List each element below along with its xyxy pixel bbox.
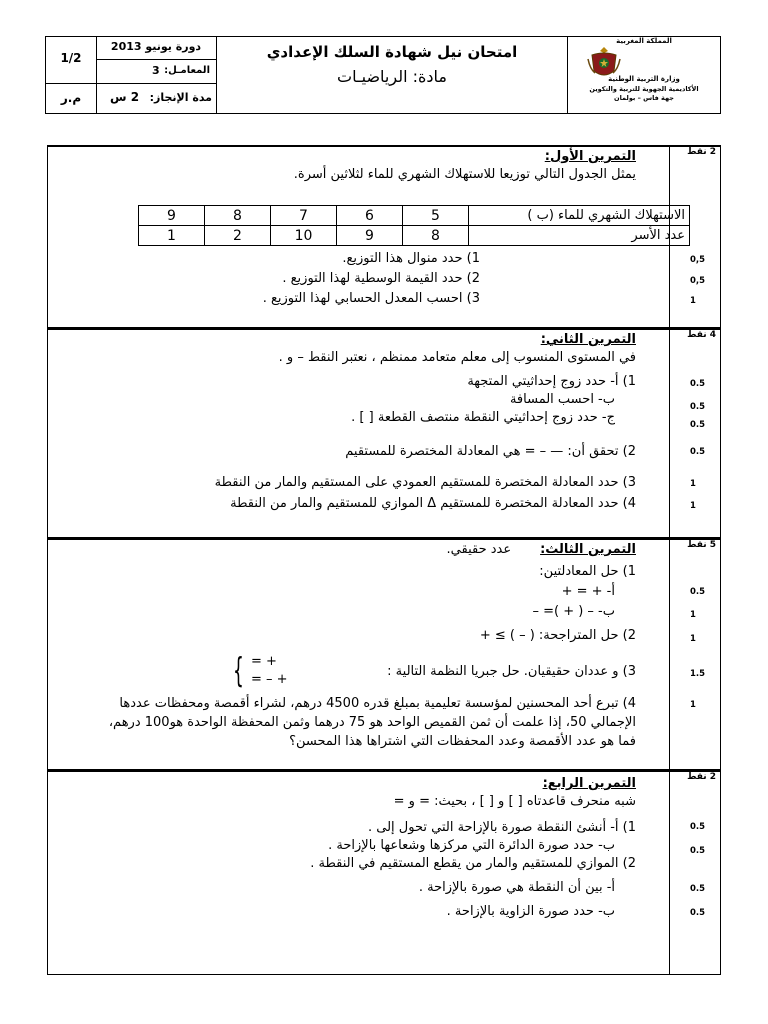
question-points: 1 <box>690 610 696 620</box>
question: 2) حل المتراجحة: ( – ) ≥ + <box>479 628 636 643</box>
exercise-4 <box>47 770 721 975</box>
question-points: 0.5 <box>690 402 706 412</box>
exercise-points: 2 نقط <box>687 147 716 157</box>
exercise-title-row <box>543 776 636 791</box>
table-row <box>139 226 690 246</box>
exam-subject: مادة: الرياضيـات <box>337 67 447 86</box>
question: ب- – ( + )= – <box>532 604 615 619</box>
table-row <box>139 206 690 226</box>
exercise-points: 5 نقط <box>687 540 716 550</box>
question-points: 1 <box>690 634 696 644</box>
duration-value: 2 س <box>110 90 140 104</box>
table-cell: 5 <box>403 206 469 226</box>
table-cell: 7 <box>271 206 337 226</box>
exercise-title-row <box>447 542 636 557</box>
exercise-title: التمرين الأول: <box>544 149 636 164</box>
question: 1) أ- حدد زوج إحداثيتي المتجهة <box>467 374 636 389</box>
table-cell: 10 <box>271 226 337 246</box>
exercise-intro: شبه منحرف قاعدتاه [ ] و [ ] ، بحيث: = و = <box>393 794 636 809</box>
coefficient-value: 3 <box>152 64 160 77</box>
academy-label: الأكاديمية الجهوية للتربية والتكوين <box>589 85 699 93</box>
left-brace: { <box>233 651 244 691</box>
question-points: 0.5 <box>690 884 706 894</box>
question: أ- بين أن النقطة هي صورة بالإزاحة . <box>418 880 615 895</box>
table-cell: 9 <box>337 226 403 246</box>
question: 2) حدد القيمة الوسطية لهذا التوزيع . <box>282 271 480 286</box>
question: 2) الموازي للمستقيم والمار من يقطع المستقيم في النقطة . <box>310 856 636 871</box>
exercise-intro: عدد حقيقي. <box>446 542 512 557</box>
equation-system <box>233 652 303 692</box>
region-label: جهة فاس – بولمان <box>614 94 674 102</box>
duration-row <box>98 87 214 111</box>
question: أ- + = + <box>561 584 615 599</box>
question-points: 0.5 <box>690 379 706 389</box>
question: 3) و عددان حقيقيان. حل جبريا النظمة التالية : <box>387 664 636 679</box>
question-points: 0.5 <box>690 846 706 856</box>
exercise-2 <box>47 328 721 538</box>
question: ب- احسب المسافة <box>509 392 615 407</box>
question-points: 0.5 <box>690 908 706 918</box>
question: الإجمالي 50، إذا علمت أن ثمن القميص الواحد هو 75 درهما وثمن المحفظة الواحدة هو100 درهم، <box>108 715 636 730</box>
exercise-1 <box>47 145 721 328</box>
points-column <box>669 772 720 974</box>
question-points: 0,5 <box>690 255 706 265</box>
question: 4) تبرع أحد المحسنين لمؤسسة تعليمية بمبلغ قدره 4500 درهم، لشراء أقمصة ومحفظات عددها <box>119 696 636 711</box>
question-points: 0.5 <box>690 420 706 430</box>
kingdom-label: المملكة المغربية <box>616 37 672 45</box>
distribution-table <box>138 205 690 246</box>
question-points: 0,5 <box>690 276 706 286</box>
exercise-title-row <box>541 332 636 347</box>
exercise-intro: يمثل الجدول التالي توزيعا للاستهلاك الشهري للماء لثلاثين أسرة. <box>293 167 636 182</box>
system-equation: + – = <box>251 672 288 687</box>
ministry-label: وزارة التربية الوطنية <box>608 75 680 83</box>
question-points: 1 <box>690 700 696 710</box>
exercise-title: التمرين الثالث: <box>540 542 636 557</box>
table-cell: 2 <box>205 226 271 246</box>
question-points: 0.5 <box>690 587 706 597</box>
question-points: 1.5 <box>690 669 706 679</box>
exercise-title-row <box>545 149 636 164</box>
exercise-points: 2 نقط <box>687 772 716 782</box>
exam-session: دورة يونيو 2013 <box>110 40 202 53</box>
table-cell: 9 <box>139 206 205 226</box>
points-column <box>669 540 720 769</box>
table-row-label: الاستهلاك الشهري للماء (ب ) <box>469 206 690 226</box>
question: فما هو عدد الأقمصة وعدد المحفظات التي اشتراها هذا المحسن؟ <box>289 734 636 749</box>
table-cell: 8 <box>205 206 271 226</box>
question-points: 1 <box>690 479 696 489</box>
exercise-points: 4 نقط <box>687 330 716 340</box>
question-points: 1 <box>690 296 696 306</box>
question-points: 1 <box>690 501 696 511</box>
system-equation: + = <box>251 654 277 669</box>
question: 1) حل المعادلتين: <box>539 564 636 579</box>
table-cell: 8 <box>403 226 469 246</box>
question: 4) حدد المعادلة المختصرة للمستقيم Δ الموازي للمستقيم والمار من النقطة <box>230 496 636 511</box>
table-cell: 6 <box>337 206 403 226</box>
table-row-label: عدد الأسر <box>469 226 690 246</box>
question: 2) تحقق أن: — – = هي المعادلة المختصرة للمستقيم <box>345 444 636 459</box>
question: ب- حدد صورة الدائرة التي مركزها وشعاعها بالإزاحة . <box>328 838 615 853</box>
question-points: 0.5 <box>690 447 706 457</box>
question: 1) أ- أنشئ النقطة صورة بالإزاحة التي تحول إلى . <box>368 820 636 835</box>
question: 1) حدد منوال هذا التوزيع. <box>342 251 480 266</box>
exam-title: امتحان نيل شهادة السلك الإعدادي <box>266 43 518 61</box>
coat-of-arms-icon <box>587 45 621 81</box>
exercise-3 <box>47 538 721 770</box>
question: ب- حدد صورة الزاوية بالإزاحة . <box>446 904 615 919</box>
exercise-intro: في المستوى المنسوب إلى معلم متعامد ممنظم ، نعتبر النقط – و . <box>278 350 636 365</box>
question-points: 0.5 <box>690 822 706 832</box>
table-cell: 1 <box>139 226 205 246</box>
page-number: 1/2 <box>60 51 82 65</box>
question: 3) احسب المعدل الحسابي لهذا التوزيع . <box>262 291 480 306</box>
coefficient-label: المعامـل: <box>164 65 210 76</box>
exercise-title: التمرين الرابع: <box>542 776 636 791</box>
question: ج- حدد زوج إحداثيتي النقطة منتصف القطعة [ ] . <box>351 410 615 425</box>
exam-code: م.ر <box>60 91 82 105</box>
exercise-title: التمرين الثاني: <box>540 332 636 347</box>
question: 3) حدد المعادلة المختصرة للمستقيم العمودي على المستقيم والمار من النقطة <box>214 475 636 490</box>
coefficient-row <box>98 63 214 81</box>
duration-label: مدة الإنجاز: <box>149 91 212 104</box>
